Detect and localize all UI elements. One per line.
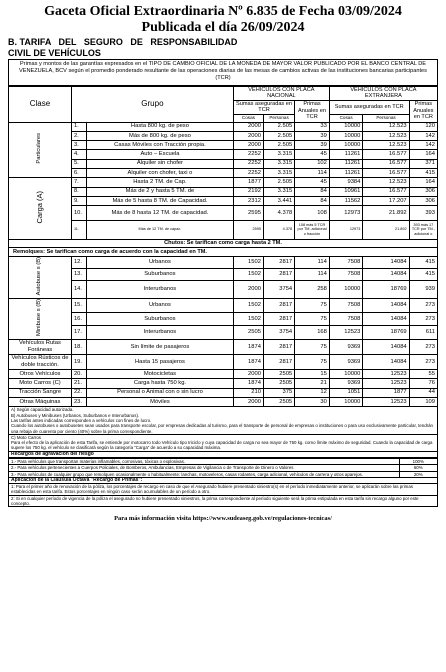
row-ext-cosas: 7508 — [329, 268, 363, 280]
row-ext-personas: 12523 — [363, 370, 409, 379]
category-autobuses: Autobuse s (B) — [9, 256, 71, 298]
row-personas: 3.315 — [263, 169, 294, 178]
row-index: 3. — [71, 141, 86, 150]
row-grupo: Hasta 2 TM. de Cap. — [86, 178, 233, 187]
header-placa-nacional: VEHÍCULOS CON PLACA NACIONAL — [233, 86, 329, 100]
recargo-desc: 1.- Para vehículos que transportan materias inflamables, corrosivas, tóxicas o explosivas. — [9, 459, 399, 465]
row-grupo: Interurbanos — [86, 326, 233, 340]
row-prima: 45 — [295, 178, 330, 187]
table-row — [9, 141, 437, 150]
row-index: 13. — [71, 268, 86, 280]
gaceta-title: Gaceta Oficial Extraordinaria Nº 6.835 de Fecha 03/09/2024 — [44, 4, 402, 19]
row-ext-personas: 16.577 — [363, 187, 409, 196]
row-prima: 33 — [295, 122, 330, 131]
row-grupo: Casas Móviles con Tracción propia. — [86, 141, 233, 150]
row-cosas: 2000 — [233, 141, 263, 150]
row-ext-cosas: 10961 — [329, 187, 363, 196]
row-ext-personas: 14084 — [363, 299, 409, 313]
row-personas: 2505 — [263, 379, 294, 388]
note-a: A) Según capacidad autorizada. — [11, 407, 74, 413]
row-cosas: 1874 — [233, 340, 263, 355]
table-row — [9, 150, 437, 159]
row-cosas: 2192 — [233, 187, 263, 196]
row-index: 21. — [71, 379, 86, 388]
header-sumas-extranjera: Sumas aseguradas en TCR — [329, 100, 409, 114]
row-ext-personas: 1877 — [363, 388, 409, 397]
row-index: 7. — [71, 178, 86, 187]
table-row — [9, 299, 437, 313]
row-ext-prima: 393 — [409, 206, 437, 221]
table-row — [9, 187, 437, 196]
table-row — [9, 169, 437, 178]
row-ext-cosas: 7508 — [329, 256, 363, 268]
row-index: 11. — [71, 220, 86, 239]
row-ext-personas: 12.523 — [363, 178, 409, 187]
tariff-body — [9, 122, 437, 407]
row-grupo: Suburbanos — [86, 312, 233, 326]
table-row — [9, 370, 437, 379]
row-ext-personas: 12.523 — [363, 122, 409, 131]
row-prima: 12 — [295, 388, 330, 397]
row-personas: 2817 — [263, 312, 294, 326]
row-prima: 39 — [295, 141, 330, 150]
row-ext-personas: 14084 — [363, 256, 409, 268]
row-grupo: Personal o Animal con o sin lucro — [86, 388, 233, 397]
row-prima: 15 — [295, 370, 330, 379]
class-label: Tracción Sangre — [9, 388, 71, 397]
row-prima: 114 — [295, 169, 330, 178]
class-label: Vehículos Rutas Foráneas — [9, 340, 71, 355]
row-cosas: 2505 — [233, 326, 263, 340]
row-cosas: 2000 — [233, 131, 263, 140]
row-ext-personas: 14084 — [363, 355, 409, 370]
row-personas: 3.315 — [263, 187, 294, 196]
row-ext-prima: 142 — [409, 141, 437, 150]
row-cosas: 1877 — [233, 178, 263, 187]
row-prima: 258 — [295, 280, 330, 299]
row-ext-personas: 16.577 — [363, 159, 409, 168]
recargos-table — [9, 458, 437, 478]
row-ext-cosas: 10000 — [329, 370, 363, 379]
tariff-box — [8, 59, 438, 507]
row-personas: 2.505 — [263, 122, 294, 131]
table-row — [9, 312, 437, 326]
row-prima: 108 más 5 TCR por TM. adicional o fracción — [295, 220, 330, 239]
table-row — [9, 206, 437, 221]
class-label: Vehículos Rústicos de doble tracción. — [9, 355, 71, 370]
category-particulares: Particulares — [9, 122, 71, 178]
row-prima: 75 — [295, 312, 330, 326]
table-row — [9, 326, 437, 340]
row-ext-prima: 371 — [409, 159, 437, 168]
aplicacion-title: Aplicación de la Cláusula Octava "Recargo de Primas": — [9, 478, 437, 484]
section-title-line1: B. TARIFA DEL SEGURO DE RESPONSABILIDAD — [8, 37, 238, 47]
row-grupo: Suburbanos — [86, 268, 233, 280]
row-personas: 2817 — [263, 299, 294, 313]
row-ext-personas: 12523 — [363, 398, 409, 407]
row-ext-personas: 14084 — [363, 340, 409, 355]
table-row — [9, 355, 437, 370]
row-ext-personas: 12523 — [363, 379, 409, 388]
row-ext-cosas: 9384 — [329, 178, 363, 187]
row-ext-prima: 164 — [409, 150, 437, 159]
row-prima: 84 — [295, 196, 330, 205]
category-minibuses: Minibuse s (B) — [9, 299, 71, 340]
row-grupo: Más de 8 hasta 12 TM. de capacidad. — [86, 206, 233, 221]
row-cosas: 2000 — [233, 370, 263, 379]
row-ext-cosas: 11261 — [329, 150, 363, 159]
row-prima: 45 — [295, 150, 330, 159]
row-personas: 3.315 — [263, 150, 294, 159]
row-ext-personas: 16.577 — [363, 169, 409, 178]
row-cosas: 210 — [233, 388, 263, 397]
row-grupo: Motocicletas — [86, 370, 233, 379]
row-ext-prima: 415 — [409, 169, 437, 178]
note-lucro-rule: Las tarifas antes indicadas corresponden a vehículos con fines de lucro. — [11, 417, 152, 423]
row-grupo: Más de 12 TM. de capac. — [86, 220, 233, 239]
table-row — [9, 220, 437, 239]
note-c-text: Para el efecto de la aplicación de esta Tarifa, se entiende por motocarro todo Vehículo tipo triciclo y cuya capacidad de carga no sea mayor de 750 kg. como límite máximo de seguridad. Cuando la capacidad de carga supere los 750 kg. el vehículo se clasificará según la categoría "Carga" de acuerdo a su capacidad máxima. — [9, 440, 437, 452]
row-cosas: 1502 — [233, 299, 263, 313]
row-ext-prima: 44 — [409, 388, 437, 397]
row-ext-prima: 164 — [409, 178, 437, 187]
header-sumas-nacional: Sumas aseguradas en TCR — [233, 100, 294, 114]
row-index: 5. — [71, 159, 86, 168]
row-ext-prima: 120 — [409, 122, 437, 131]
row-index: 4. — [71, 150, 86, 159]
row-grupo: Móviles — [86, 398, 233, 407]
row-personas: 4.378 — [263, 206, 294, 221]
row-ext-prima: 273 — [409, 312, 437, 326]
row-cosas: 2312 — [233, 196, 263, 205]
row-index: 23. — [71, 398, 86, 407]
row-ext-cosas: 11261 — [329, 169, 363, 178]
row-cosas: 2595 — [233, 220, 263, 239]
row-personas: 2817 — [263, 256, 294, 268]
row-prima: 21 — [295, 379, 330, 388]
table-row — [9, 122, 437, 131]
row-personas: 3754 — [263, 280, 294, 299]
row-grupo: Alquiler sin chofer — [86, 159, 233, 168]
header-clase: Clase — [9, 86, 71, 122]
row-ext-prima: 55 — [409, 370, 437, 379]
table-row — [9, 256, 437, 268]
row-prima: 108 — [295, 206, 330, 221]
row-ext-personas: 21.892 — [363, 206, 409, 221]
row-ext-personas: 12.523 — [363, 141, 409, 150]
row-prima: 75 — [295, 340, 330, 355]
row-cosas: 2595 — [233, 206, 263, 221]
row-index: 1. — [71, 122, 86, 131]
row-ext-personas: 18769 — [363, 280, 409, 299]
row-personas: 3.315 — [263, 159, 294, 168]
row-grupo: Hasta 800 kg. de peso — [86, 122, 233, 131]
row-index: 15. — [71, 299, 86, 313]
section-title — [8, 37, 438, 59]
row-ext-cosas: 12973 — [329, 206, 363, 221]
row-personas: 2817 — [263, 340, 294, 355]
row-index: 2. — [71, 131, 86, 140]
row-ext-prima: 273 — [409, 340, 437, 355]
row-personas: 2.505 — [263, 141, 294, 150]
row-personas: 4.378 — [263, 220, 294, 239]
row-ext-personas: 18769 — [363, 326, 409, 340]
footer-more-info: Para más información visita https://www.sudeaseg.gob.ve/regulaciones-tecnicas/ — [114, 515, 332, 523]
table-row — [9, 340, 437, 355]
row-ext-cosas: 9369 — [329, 379, 363, 388]
header-cosas-nacional: Cosas — [233, 114, 263, 122]
row-ext-cosas: 7508 — [329, 299, 363, 313]
table-row — [9, 388, 437, 397]
row-personas: 2505 — [263, 370, 294, 379]
row-index: 6. — [71, 169, 86, 178]
table-row — [9, 379, 437, 388]
row-grupo: Interurbanos — [86, 280, 233, 299]
row-grupo: Urbanos — [86, 299, 233, 313]
recargo-desc: 2.- Para vehículos pertenecientes a Cuerpos Policiales, de Bomberos, Ambulancias, Empresas de Vigilancia o de Transporte de Dinero o Valores — [9, 465, 399, 471]
row-cosas: 2000 — [233, 398, 263, 407]
row-index: 17. — [71, 326, 86, 340]
section-title-line2: CIVIL DE VEHÍCULOS — [8, 48, 101, 58]
category-carga: Carga (A) — [9, 178, 71, 239]
row-prima: 39 — [295, 131, 330, 140]
row-index: 16. — [71, 312, 86, 326]
row-prima: 102 — [295, 159, 330, 168]
row-ext-prima: 273 — [409, 299, 437, 313]
row-grupo: Auto – Escuela — [86, 150, 233, 159]
row-ext-cosas: 1051 — [329, 388, 363, 397]
tariff-intro: Primas y montos de las garantías expresados en el TIPO DE CAMBIO OFICIAL DE LA MONEDA DE MAYOR VALOR PUBLICADO POR EL BANCO CENTRAL DE VENEZUELA, BCV según el promedio ponderado resultante de las operaciones diarias de las mesas de cambios activas de las instituciones bancarias participantes (TCR) — [9, 60, 437, 86]
row-index: 20. — [71, 370, 86, 379]
row-personas: 3754 — [263, 326, 294, 340]
row-ext-prima: 273 — [409, 355, 437, 370]
row-grupo: Sin límite de pasajeros — [86, 340, 233, 355]
row-ext-prima: 393 más 17 TCR por TM., adicional o — [409, 220, 437, 239]
tariff-table — [9, 86, 437, 408]
row-cosas: 2000 — [233, 280, 263, 299]
row-cosas: 1502 — [233, 312, 263, 326]
row-cosas: 2000 — [233, 122, 263, 131]
row-cosas: 1502 — [233, 268, 263, 280]
row-ext-personas: 16.577 — [363, 150, 409, 159]
row-ext-cosas: 11562 — [329, 196, 363, 205]
row-ext-prima: 142 — [409, 131, 437, 140]
note-b: B) Autobuses y Minibuses (Urbanos, Suburbanos e Interurbanos). — [11, 412, 140, 418]
table-row — [9, 178, 437, 187]
header-personas-extranjera: Personas — [363, 114, 409, 122]
row-prima: 84 — [295, 187, 330, 196]
row-ext-cosas: 12523 — [329, 326, 363, 340]
row-index: 8. — [71, 187, 86, 196]
row-prima: 114 — [295, 256, 330, 268]
row-index: 9. — [71, 196, 86, 205]
chutos-note: Chutos: Se tarifican como carga hasta 2 TM. — [9, 239, 437, 248]
header-placa-extranjera: VEHÍCULOS CON PLACA EXTRANJERA — [329, 86, 437, 100]
row-cosas: 1502 — [233, 256, 263, 268]
row-grupo: Más de 2 y hasta 5 TM. de — [86, 187, 233, 196]
row-ext-personas: 17.207 — [363, 196, 409, 205]
recargo-value: 60% — [399, 465, 437, 471]
row-grupo: Alquiler con chofer, taxi o — [86, 169, 233, 178]
row-ext-prima: 415 — [409, 256, 437, 268]
row-personas: 2817 — [263, 355, 294, 370]
note-c-title: C) Moto Carros — [11, 434, 42, 440]
row-ext-cosas: 9369 — [329, 340, 363, 355]
row-personas: 2.505 — [263, 178, 294, 187]
class-label: Otras Máquinas — [9, 398, 71, 407]
row-ext-cosas: 10000 — [329, 122, 363, 131]
remolques-band — [9, 248, 437, 257]
class-label: Moto Carros (C) — [9, 379, 71, 388]
row-ext-prima: 306 — [409, 196, 437, 205]
chutos-band — [9, 239, 437, 248]
recargos-title: Recargos de agravación del riesgo — [9, 452, 437, 458]
tariff-notes — [9, 407, 437, 506]
row-ext-personas: 14084 — [363, 268, 409, 280]
row-ext-prima: 306 — [409, 187, 437, 196]
row-prima: 75 — [295, 299, 330, 313]
table-row — [9, 268, 437, 280]
row-ext-prima: 415 — [409, 268, 437, 280]
row-cosas: 2252 — [233, 169, 263, 178]
gaceta-publication-date: Publicada el día 26/09/2024 — [141, 20, 305, 35]
header-grupo: Grupo — [71, 86, 233, 122]
header-primas-nacional: Primas Anuales en TCR — [295, 100, 330, 122]
header-cosas-extranjera: Cosas — [329, 114, 363, 122]
row-prima: 30 — [295, 398, 330, 407]
row-personas: 2817 — [263, 268, 294, 280]
row-personas: 2505 — [263, 398, 294, 407]
row-ext-prima: 939 — [409, 280, 437, 299]
recargo-desc: 3.- Para vehículos de cualquier grupo que remolquen ocasionalmente o habitualmente: lanchas, motoveleros, casas rodantes, carga adicional, vehículos de carrera y otros aparejos. — [9, 471, 399, 477]
row-grupo: Más de 800 kg. de peso — [86, 131, 233, 140]
row-ext-prima: 76 — [409, 379, 437, 388]
row-index: 18. — [71, 340, 86, 355]
row-index: 14. — [71, 280, 86, 299]
table-row — [9, 280, 437, 299]
row-grupo: Carga hasta 750 kg. — [86, 379, 233, 388]
table-row — [9, 159, 437, 168]
recargo-value: 20% — [399, 471, 437, 477]
row-ext-cosas: 9369 — [329, 355, 363, 370]
row-ext-cosas: 10000 — [329, 131, 363, 140]
row-ext-personas: 12.523 — [363, 131, 409, 140]
recargo-value: 100% — [399, 459, 437, 465]
aplicacion-item-2: 2: Si en cualquier período de vigencia de la póliza el asegurado no hubiere presentado siniestros, la prima correspondiente al período siguiente será la prima estipulada en esta tarifa sin recargo alguno por este concepto. — [11, 495, 419, 507]
row-ext-cosas: 12973 — [329, 220, 363, 239]
row-grupo: Más de 5 hasta 8 TM. de Capacidad. — [86, 196, 233, 205]
class-label: Otros Vehículos — [9, 370, 71, 379]
table-row — [9, 131, 437, 140]
row-ext-cosas: 10000 — [329, 398, 363, 407]
note-escolar-rebaja: Cuando los autobuses o autobusetes sean usados para transporte escolar, por empresas dedicadas al turismo, para el transporte de personal de empresas o instituciones o para uso exclusivamente particular, tendrán una rebaja de cuarenta por ciento (40%) sobre la prima correspondiente. — [9, 423, 437, 435]
row-index: 12. — [71, 256, 86, 268]
row-prima: 114 — [295, 268, 330, 280]
row-ext-cosas: 10000 — [329, 280, 363, 299]
aplicacion-item-1: 1: Para el primer año de renovación de la póliza, los porcentajes de recargo en caso de que el Asegurado hubiere presentado siniestro(s) en el período inmediatamente anterior, se aplicarán sobre las primas establecidas en esta tarifa. Estos porcentajes en ningún caso serán acumulables de un período a otro. — [9, 484, 437, 496]
row-grupo: Hasta 15 pasajeros — [86, 355, 233, 370]
table-row — [9, 196, 437, 205]
row-cosas: 1874 — [233, 355, 263, 370]
row-index: 10. — [71, 206, 86, 221]
row-prima: 168 — [295, 326, 330, 340]
row-index: 22. — [71, 388, 86, 397]
row-grupo: Urbanos — [86, 256, 233, 268]
row-ext-cosas: 7508 — [329, 312, 363, 326]
header-primas-extranjera: Primas Anuales en TCR — [409, 100, 437, 122]
row-ext-prima: 109 — [409, 398, 437, 407]
row-index: 19. — [71, 355, 86, 370]
row-cosas: 2252 — [233, 150, 263, 159]
table-row — [9, 398, 437, 407]
remolques-note: Remolques: Se tarifican como carga de acuerdo con la capacidad en TM. — [9, 248, 437, 257]
row-ext-personas: 21.892 — [363, 220, 409, 239]
row-cosas: 1874 — [233, 379, 263, 388]
row-prima: 75 — [295, 355, 330, 370]
header-personas-nacional: Personas — [263, 114, 294, 122]
row-ext-personas: 14084 — [363, 312, 409, 326]
row-cosas: 2252 — [233, 159, 263, 168]
row-ext-cosas: 10000 — [329, 141, 363, 150]
row-ext-prima: 611 — [409, 326, 437, 340]
row-personas: 2.505 — [263, 131, 294, 140]
row-ext-cosas: 11261 — [329, 159, 363, 168]
row-personas: 375 — [263, 388, 294, 397]
row-personas: 3.441 — [263, 196, 294, 205]
